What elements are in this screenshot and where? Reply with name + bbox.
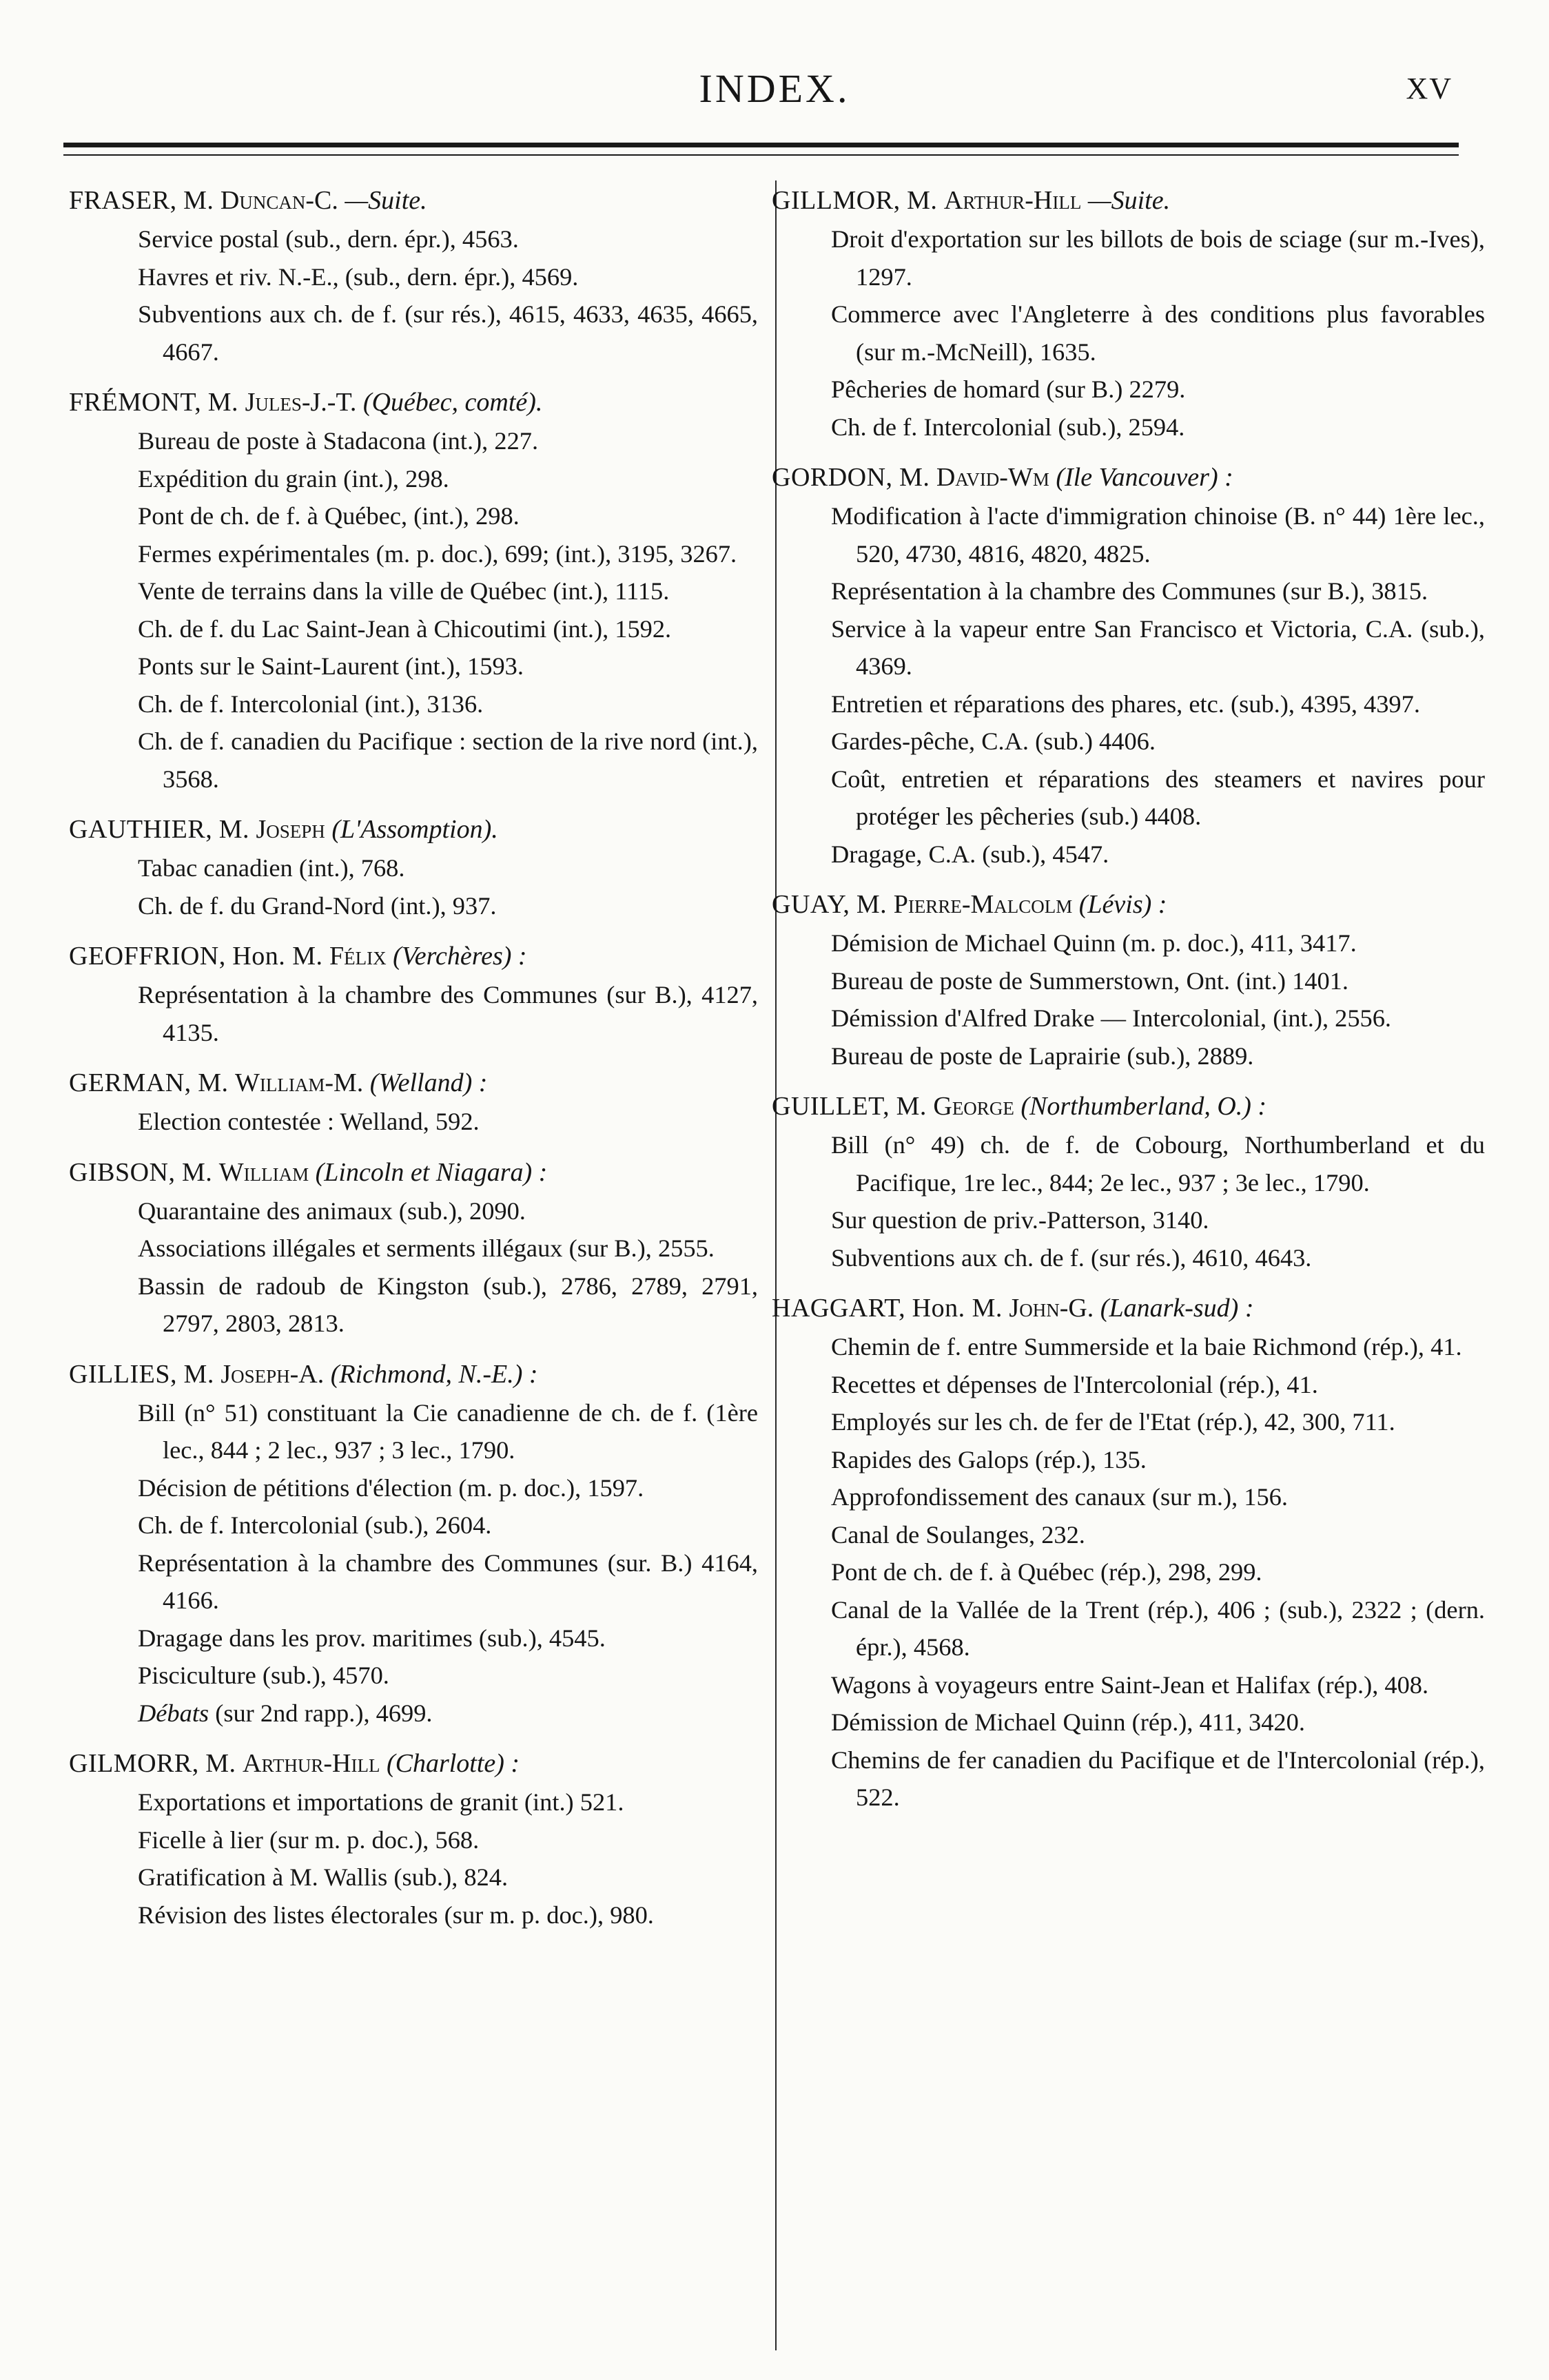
entry-item: Pont de ch. de f. à Québec, (int.), 298. — [138, 502, 520, 530]
entry-item: Démision de Michael Quinn (m. p. doc.), 411, 3417. — [831, 929, 1357, 957]
entry-item: Canal de la Vallée de la Trent (rép.), 406 ; (sub.), 2322 ; (dern. épr.), 4568. — [831, 1595, 1485, 1661]
index-entry — [772, 457, 1485, 873]
entry-item: Ch. de f. du Lac Saint-Jean à Chicoutimi (int.), 1592. — [138, 614, 672, 643]
entry-heading — [772, 1086, 1485, 1126]
index-entry — [69, 180, 758, 371]
entry-item: Canal de Soulanges, 232. — [831, 1520, 1085, 1549]
entry-heading — [772, 180, 1485, 220]
entry-item-lead: Débats — [138, 1699, 209, 1727]
entry-honorific: Hon. M. — [232, 942, 323, 971]
entry-given-name: Joseph-A. — [220, 1359, 325, 1389]
entry-item: Wagons à voyageurs entre Saint-Jean et Halifax (rép.), 408. — [831, 1670, 1429, 1699]
entry-riding: (Lanark-sud) : — [1100, 1294, 1254, 1323]
entry-riding: —Suite. — [345, 186, 427, 215]
entry-heading — [69, 1743, 758, 1783]
header-rule-thick — [63, 143, 1459, 147]
entry-item: Démission d'Alfred Drake — Intercolonial, (int.), 2556. — [831, 1004, 1392, 1032]
entry-item — [69, 1695, 758, 1732]
entry-item: Service postal (sub., dern. épr.), 4563. — [138, 225, 519, 253]
entry-heading — [69, 180, 758, 220]
entry-item: Gratification à M. Wallis (sub.), 824. — [138, 1863, 509, 1891]
entry-item: Pisciculture (sub.), 4570. — [138, 1662, 389, 1689]
index-column-right — [772, 180, 1485, 1828]
index-entry — [772, 1086, 1485, 1276]
entry-item: Employés sur les ch. de fer de l'Etat (rép.), 42, 300, 711. — [831, 1408, 1395, 1436]
entry-heading — [69, 936, 758, 976]
entry-riding: (Ile Vancouver) : — [1056, 463, 1233, 492]
entry-riding: (Charlotte) : — [386, 1749, 520, 1778]
entry-item: Bill (n° 49) ch. de f. de Cobourg, Northumberland et du Pacifique, 1re lec., 844; 2e lec., 937 ; 3e lec., 1790. — [831, 1131, 1485, 1197]
entry-riding: —Suite. — [1087, 186, 1171, 215]
entry-given-name: George — [933, 1092, 1014, 1121]
entry-given-name: William — [218, 1157, 309, 1187]
entry-item: Chemins de fer canadien du Pacifique et de l'Intercolonial (rép.), 522. — [831, 1746, 1485, 1811]
entry-surname: GILLIES, — [69, 1359, 178, 1389]
entry-item: Coût, entretien et réparations des steamers et navires pour protéger les pêcheries (sub.) 4408. — [831, 765, 1485, 830]
entry-item: Représentation à la chambre des Communes (sur. B.) 4164, 4166. — [138, 1549, 758, 1614]
entry-item: Bill (n° 51) constituant la Cie canadienne de ch. de f. (1ère lec., 844 ; 2 lec., 937 ; 3 lec., 1790. — [138, 1398, 758, 1464]
entry-item: Bureau de poste de Summerstown, Ont. (int.) 1401. — [831, 966, 1348, 995]
entry-riding: (Lincoln et Niagara) : — [315, 1157, 548, 1187]
entry-heading — [69, 1354, 758, 1394]
index-entry — [69, 1354, 758, 1732]
entry-honorific: M. — [183, 186, 214, 215]
index-entry — [69, 936, 758, 1051]
entry-heading — [772, 884, 1485, 924]
entry-honorific: M. — [896, 1092, 927, 1121]
index-entry — [69, 1743, 758, 1934]
entry-given-name: David-Wm — [936, 463, 1049, 492]
entry-item: Révision des listes électorales (sur m. p. doc.), 980. — [138, 1901, 654, 1929]
entry-item: Associations illégales et serments illégaux (sur B.), 2555. — [138, 1234, 715, 1262]
entry-item: Havres et riv. N.-E., (sub., dern. épr.), 4569. — [138, 262, 579, 291]
entry-item: Dragage dans les prov. maritimes (sub.), 4545. — [138, 1624, 606, 1652]
entry-item: Ponts sur le Saint-Laurent (int.), 1593. — [138, 652, 524, 680]
entry-given-name: Duncan-C. — [220, 186, 338, 215]
entry-item: Exportations et importations de granit (int.) 521. — [138, 1788, 624, 1816]
entry-surname: GUILLET, — [772, 1092, 890, 1121]
entry-item: Représentation à la chambre des Communes (sur B.), 4127, 4135. — [138, 981, 758, 1046]
entry-given-name: Arthur-Hill — [943, 186, 1082, 215]
entry-item: Ficelle à lier (sur m. p. doc.), 568. — [138, 1825, 480, 1854]
entry-riding: (Verchères) : — [393, 942, 527, 971]
entry-item: Démission de Michael Quinn (rép.), 411, 3420. — [831, 1708, 1305, 1736]
entry-heading — [69, 1063, 758, 1103]
entry-heading — [69, 1152, 758, 1192]
entry-item: Subventions aux ch. de f. (sur rés.), 4610, 4643. — [831, 1243, 1312, 1272]
index-entry — [772, 884, 1485, 1075]
entry-item: Sur question de priv.-Patterson, 3140. — [831, 1206, 1209, 1234]
page-header — [0, 65, 1549, 121]
entry-item: Ch. de f. canadien du Pacifique : section de la rive nord (int.), 3568. — [138, 727, 758, 793]
entry-surname: GIBSON, — [69, 1157, 176, 1187]
entry-item: Dragage, C.A. (sub.), 4547. — [831, 840, 1109, 868]
entry-item: Chemin de f. entre Summerside et la baie Richmond (rép.), 41. — [831, 1333, 1462, 1360]
entry-surname: GUAY, — [772, 890, 850, 919]
page-number: XV — [1406, 72, 1453, 105]
entry-surname: GERMAN, — [69, 1068, 192, 1097]
entry-heading — [69, 809, 758, 849]
entry-item: Vente de terrains dans la ville de Québec (int.), 1115. — [138, 577, 670, 605]
entry-riding: (L'Assomption). — [331, 815, 498, 844]
entry-surname: HAGGART, — [772, 1294, 906, 1323]
entry-honorific: M. — [181, 1157, 213, 1187]
index-entry — [69, 1152, 758, 1343]
entry-item: Recettes et dépenses de l'Intercolonial (rép.), 41. — [831, 1370, 1318, 1398]
entry-item: Gardes-pêche, C.A. (sub.) 4406. — [831, 727, 1156, 755]
entry-heading — [772, 1288, 1485, 1328]
index-entry — [69, 1063, 758, 1141]
entry-item: Pêcheries de homard (sur B.) 2279. — [831, 375, 1186, 403]
entry-honorific: M. — [856, 890, 888, 919]
index-column-left — [69, 180, 758, 1945]
entry-item: Droit d'exportation sur les billots de bois de sciage (sur m.-Ives), 1297. — [831, 225, 1485, 291]
entry-riding: (Québec, comté). — [362, 388, 543, 417]
entry-surname: FRASER, — [69, 186, 177, 215]
entry-riding: (Richmond, N.-E.) : — [330, 1359, 538, 1389]
entry-item: Fermes expérimentales (m. p. doc.), 699; (int.), 3195, 3267. — [138, 539, 737, 568]
entry-surname: GILLMOR, — [772, 186, 901, 215]
entry-item: Entretien et réparations des phares, etc. (sub.), 4395, 4397. — [831, 690, 1420, 718]
entry-riding: (Lévis) : — [1078, 890, 1167, 919]
entry-given-name: Arthur-Hill — [243, 1749, 380, 1778]
entry-item: Commerce avec l'Angleterre à des conditions plus favorables (sur m.-McNeill), 1635. — [831, 300, 1485, 366]
entry-item: Bureau de poste de Laprairie (sub.), 2889. — [831, 1042, 1254, 1070]
entry-given-name: Joseph — [256, 815, 325, 844]
entry-honorific: M. — [899, 463, 930, 492]
entry-item: Bassin de radoub de Kingston (sub.), 2786, 2789, 2791, 2797, 2803, 2813. — [138, 1272, 758, 1337]
index-entry — [772, 180, 1485, 446]
entry-surname: GAUTHIER, — [69, 815, 213, 844]
entry-honorific: M. — [907, 186, 938, 215]
entry-item: Bureau de poste à Stadacona (int.), 227. — [138, 427, 539, 455]
entry-item: Décision de pétitions d'élection (m. p. doc.), 1597. — [138, 1473, 644, 1502]
entry-surname: GEOFFRION, — [69, 942, 226, 971]
entry-given-name: John-G. — [1009, 1294, 1094, 1323]
index-entry — [772, 1288, 1485, 1817]
entry-riding: (Welland) : — [369, 1068, 488, 1097]
entry-heading — [69, 382, 758, 422]
entry-item: Rapides des Galops (rép.), 135. — [831, 1445, 1147, 1473]
entry-item: Ch. de f. Intercolonial (sub.), 2594. — [831, 413, 1185, 441]
entry-given-name: Jules-J.-T. — [245, 388, 357, 417]
entry-surname: FRÉMONT, — [69, 388, 202, 417]
entry-honorific: M. — [205, 1749, 236, 1778]
entry-riding: (Northumberland, O.) : — [1020, 1092, 1267, 1121]
entry-item: Ch. de f. du Grand-Nord (int.), 937. — [138, 891, 497, 920]
entry-item: Election contestée : Welland, 592. — [138, 1108, 480, 1135]
entry-given-name: Félix — [329, 942, 387, 971]
entry-item: Subventions aux ch. de f. (sur rés.), 4615, 4633, 4635, 4665, 4667. — [138, 300, 758, 366]
entry-given-name: William-M. — [234, 1068, 364, 1097]
entry-item-rest: (sur 2nd rapp.), 4699. — [209, 1699, 433, 1727]
entry-item: Approfondissement des canaux (sur m.), 156. — [831, 1483, 1288, 1511]
entry-honorific: M. — [218, 815, 249, 844]
entry-item: Expédition du grain (int.), 298. — [138, 464, 449, 493]
entry-honorific: M. — [207, 388, 239, 417]
entry-surname: GILMORR, — [69, 1749, 199, 1778]
entry-item: Service à la vapeur entre San Francisco et Victoria, C.A. (sub.), 4369. — [831, 614, 1485, 680]
header-rule-thin — [63, 154, 1459, 156]
page-title: INDEX. — [699, 66, 850, 111]
entry-item: Ch. de f. Intercolonial (sub.), 2604. — [138, 1511, 492, 1539]
entry-honorific: Hon. M. — [912, 1294, 1003, 1323]
entry-item: Représentation à la chambre des Communes (sur B.), 3815. — [831, 577, 1428, 605]
entry-item: Pont de ch. de f. à Québec (rép.), 298, 299. — [831, 1558, 1262, 1586]
entry-honorific: M. — [183, 1359, 214, 1389]
index-entry — [69, 382, 758, 798]
entry-item: Tabac canadien (int.), 768. — [138, 854, 405, 882]
entry-item: Modification à l'acte d'immigration chinoise (B. n° 44) 1ère lec., 520, 4730, 4816, 4820, 4825. — [831, 502, 1485, 568]
entry-item: Quarantaine des animaux (sub.), 2090. — [138, 1197, 526, 1225]
entry-heading — [772, 457, 1485, 497]
entry-surname: GORDON, — [772, 463, 893, 492]
entry-given-name: Pierre-Malcolm — [893, 890, 1073, 919]
entry-item: Ch. de f. Intercolonial (int.), 3136. — [138, 690, 484, 718]
entry-honorific: M. — [198, 1068, 229, 1097]
index-entry — [69, 809, 758, 924]
